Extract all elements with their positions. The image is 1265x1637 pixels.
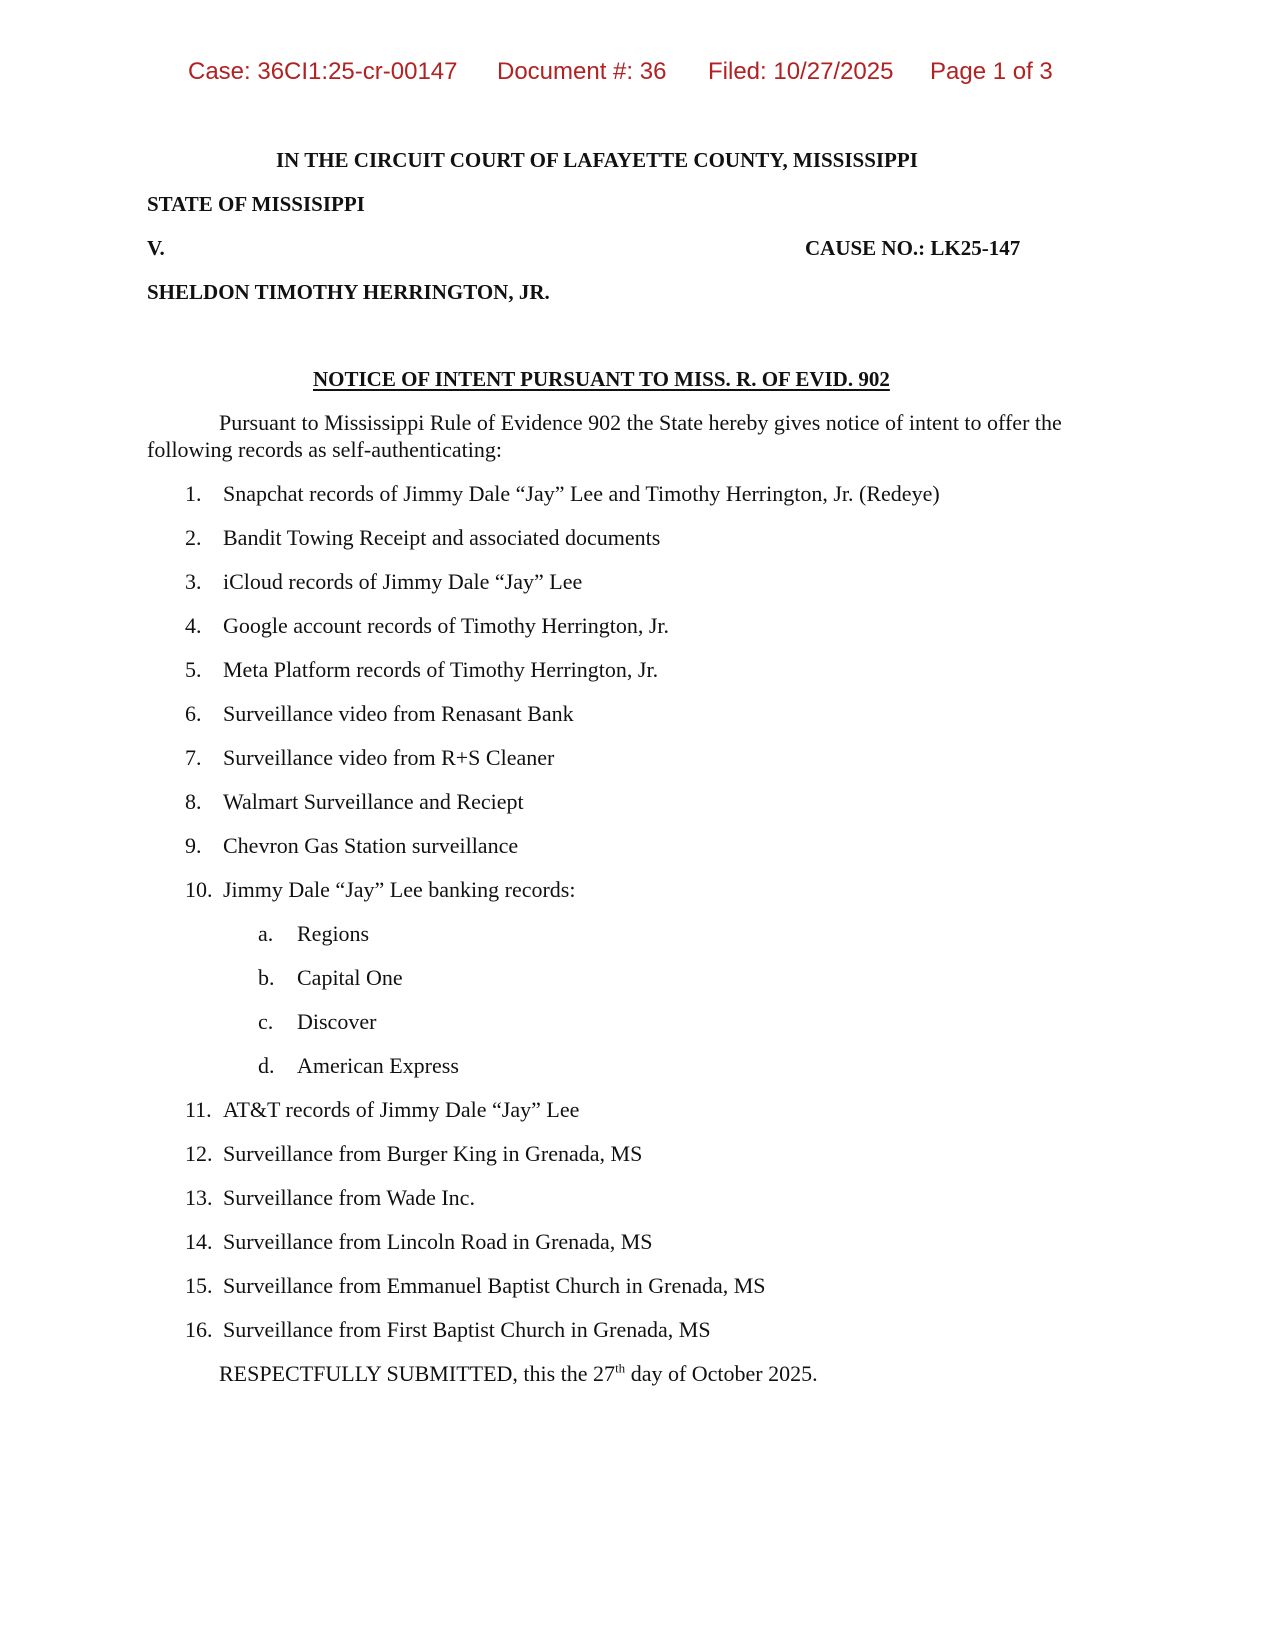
stamp-page: Page 1 of 3 <box>930 58 1053 85</box>
document-title: NOTICE OF INTENT PURSUANT TO MISS. R. OF EVID. 902 <box>313 367 890 391</box>
item-text: Google account records of Timothy Herrington, Jr. <box>223 613 670 638</box>
item-text: Walmart Surveillance and Reciept <box>223 789 524 814</box>
item-text: Snapchat records of Jimmy Dale “Jay” Lee and Timothy Herrington, Jr. (Redeye) <box>223 481 940 506</box>
item-number: 3. <box>185 569 202 594</box>
item-number: 14. <box>185 1229 213 1254</box>
item-number: 5. <box>185 657 202 682</box>
item-text: Meta Platform records of Timothy Herrington, Jr. <box>223 657 659 682</box>
closing-superscript: th <box>615 1360 626 1376</box>
closing-statement <box>219 1361 818 1387</box>
item-number: 16. <box>185 1317 213 1342</box>
intro-line-2: following records as self-authenticating: <box>147 437 502 462</box>
item-text: AT&T records of Jimmy Dale “Jay” Lee <box>223 1097 580 1122</box>
item-number: 2. <box>185 525 202 550</box>
item-number: 11. <box>185 1097 212 1122</box>
subitem-letter: d. <box>258 1053 275 1078</box>
item-text: Surveillance video from R+S Cleaner <box>223 745 555 770</box>
item-number: 15. <box>185 1273 213 1298</box>
subitem-text: Capital One <box>297 965 403 990</box>
stamp-case: Case: 36CI1:25-cr-00147 <box>188 58 458 85</box>
item-number: 4. <box>185 613 202 638</box>
item-text: Surveillance video from Renasant Bank <box>223 701 574 726</box>
filing-stamp <box>0 58 1265 92</box>
item-number: 12. <box>185 1141 213 1166</box>
subitem-letter: a. <box>258 921 274 946</box>
item-text: iCloud records of Jimmy Dale “Jay” Lee <box>223 569 583 594</box>
item-text: Chevron Gas Station surveillance <box>223 833 519 858</box>
subitem-letter: c. <box>258 1009 274 1034</box>
subitem-text: American Express <box>297 1053 459 1078</box>
plaintiff-name: STATE OF MISSISIPPI <box>147 192 365 216</box>
stamp-filed: Filed: 10/27/2025 <box>708 58 894 85</box>
cause-number: CAUSE NO.: LK25-147 <box>805 236 1021 260</box>
item-text: Surveillance from Burger King in Grenada, MS <box>223 1141 643 1166</box>
item-number: 1. <box>185 481 202 506</box>
court-heading: IN THE CIRCUIT COURT OF LAFAYETTE COUNTY, MISSISSIPPI <box>276 148 918 172</box>
subitem-letter: b. <box>258 965 275 990</box>
item-number: 8. <box>185 789 202 814</box>
subitem-text: Discover <box>297 1009 377 1034</box>
item-text: Surveillance from Emmanuel Baptist Church in Grenada, MS <box>223 1273 766 1298</box>
closing-after: day of October 2025. <box>625 1361 818 1386</box>
closing-before: RESPECTFULLY SUBMITTED, this the 27 <box>219 1361 616 1386</box>
item-number: 6. <box>185 701 202 726</box>
item-number: 10. <box>185 877 213 902</box>
versus-label: V. <box>147 236 165 260</box>
item-text: Bandit Towing Receipt and associated documents <box>223 525 661 550</box>
defendant-name: SHELDON TIMOTHY HERRINGTON, JR. <box>147 280 550 304</box>
item-text: Jimmy Dale “Jay” Lee banking records: <box>223 877 576 902</box>
intro-line-1: Pursuant to Mississippi Rule of Evidence 902 the State hereby gives notice of intent to offer the <box>219 410 1062 435</box>
item-number: 7. <box>185 745 202 770</box>
subitem-text: Regions <box>297 921 370 946</box>
item-text: Surveillance from Lincoln Road in Grenada, MS <box>223 1229 653 1254</box>
stamp-document: Document #: 36 <box>497 58 667 85</box>
item-text: Surveillance from Wade Inc. <box>223 1185 475 1210</box>
item-number: 13. <box>185 1185 213 1210</box>
item-text: Surveillance from First Baptist Church in Grenada, MS <box>223 1317 711 1342</box>
item-number: 9. <box>185 833 202 858</box>
